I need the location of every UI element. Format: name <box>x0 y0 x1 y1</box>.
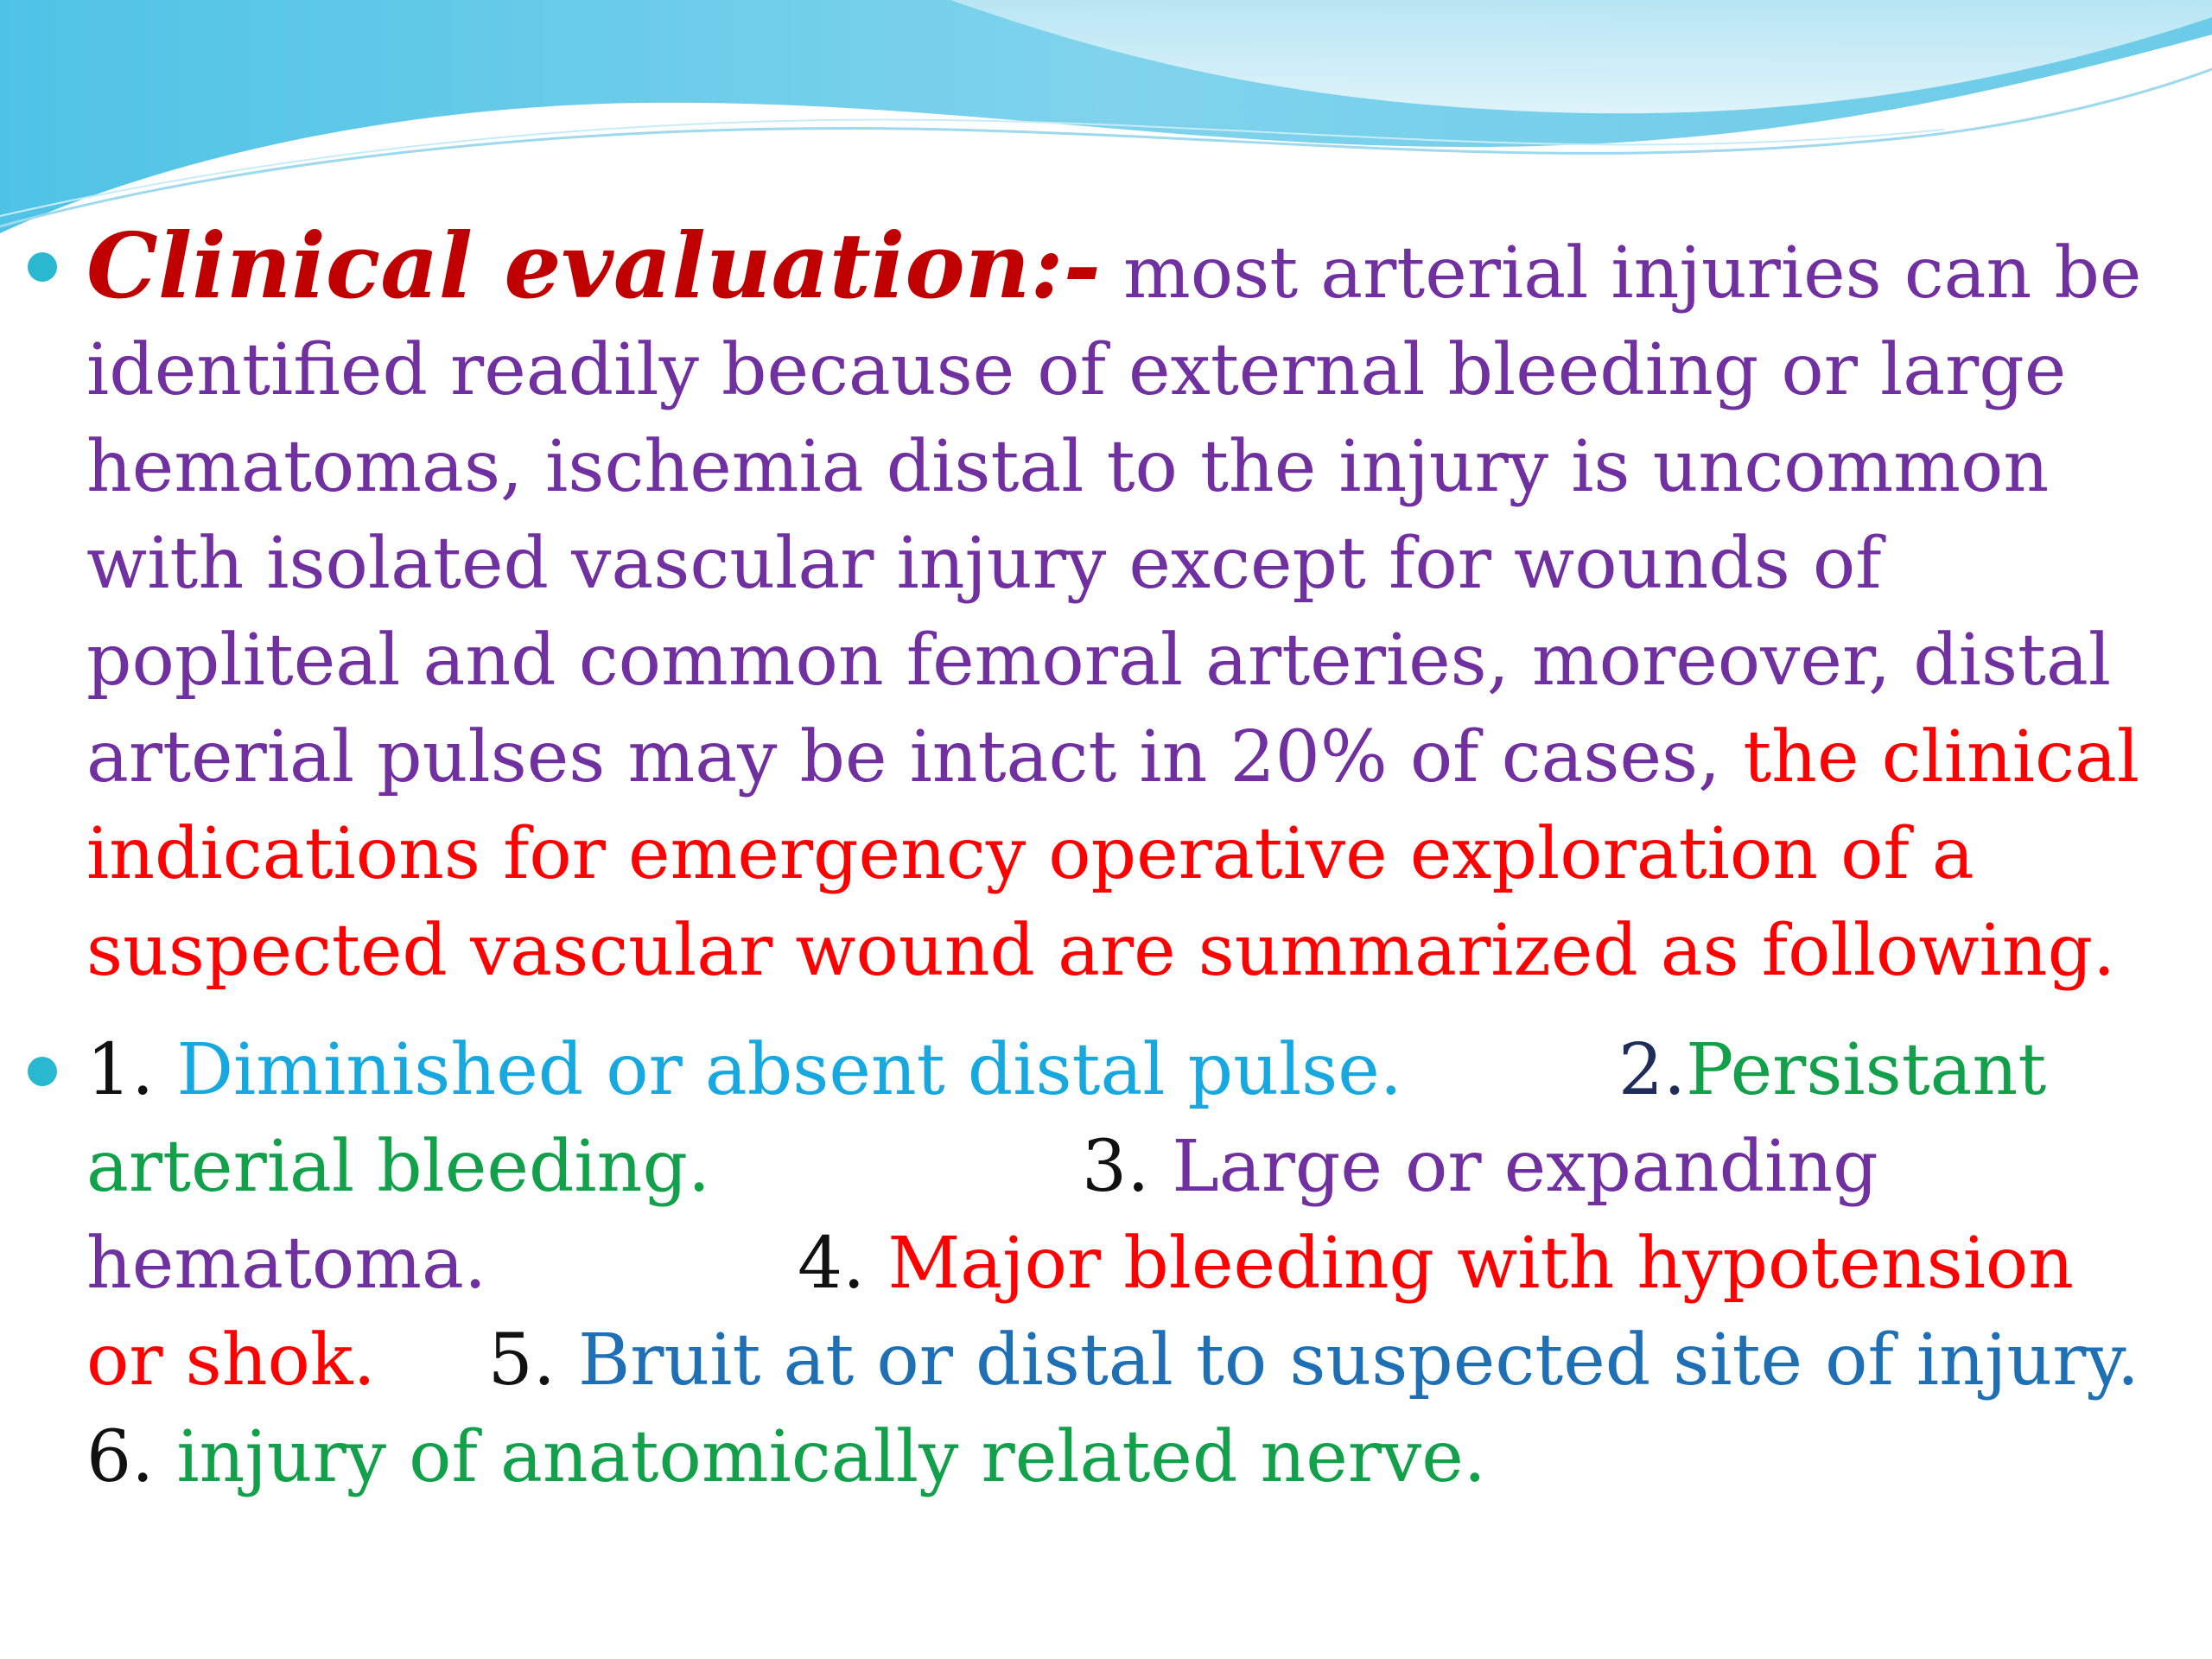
item-6-number: 6. <box>86 1416 155 1498</box>
bullet-dot-icon <box>28 1057 57 1086</box>
item-6-text: injury of anatomically related nerve. <box>154 1416 1486 1498</box>
bullet-clinical-evaluation <box>86 213 2160 1000</box>
item-2-text: Persistant arterial bleeding. <box>86 1029 2047 1208</box>
item-3-text: Large or expanding hematoma. <box>86 1126 1878 1305</box>
item-4-text: Major bleeding with hypotension or shok. <box>86 1223 2075 1402</box>
bullet-indications-list <box>86 1022 2160 1506</box>
clinical-evaluation-emphasis: the clinical indications for emergency operative exploration of a suspected vascular wound are summarized as following. <box>86 716 2140 992</box>
item-4-number: 4. <box>798 1223 866 1305</box>
item-5-number: 5. <box>487 1319 556 1402</box>
clinical-evaluation-body: most arterial injuries can be identified readily because of external bleeding or large hematomas, ischemia distal to the injury is uncommon with isolated vascular injury except for wounds of popliteal and common femoral arteries, moreover, distal arterial pulses may be intact in 20% of cases, <box>86 232 2142 798</box>
bullet-dot-icon <box>28 252 57 282</box>
item-1-number: 1. <box>86 1029 155 1111</box>
slide-body <box>86 213 2160 1529</box>
item-2-number: 2. <box>1618 1029 1687 1111</box>
item-5-text: Bruit at or distal to suspected site of injury. <box>555 1319 2139 1402</box>
item-1-text: Diminished or absent distal pulse. <box>154 1029 1402 1111</box>
clinical-evaluation-heading: Clinical evaluation:- <box>86 213 1101 319</box>
item-3-number: 3. <box>1082 1126 1150 1208</box>
